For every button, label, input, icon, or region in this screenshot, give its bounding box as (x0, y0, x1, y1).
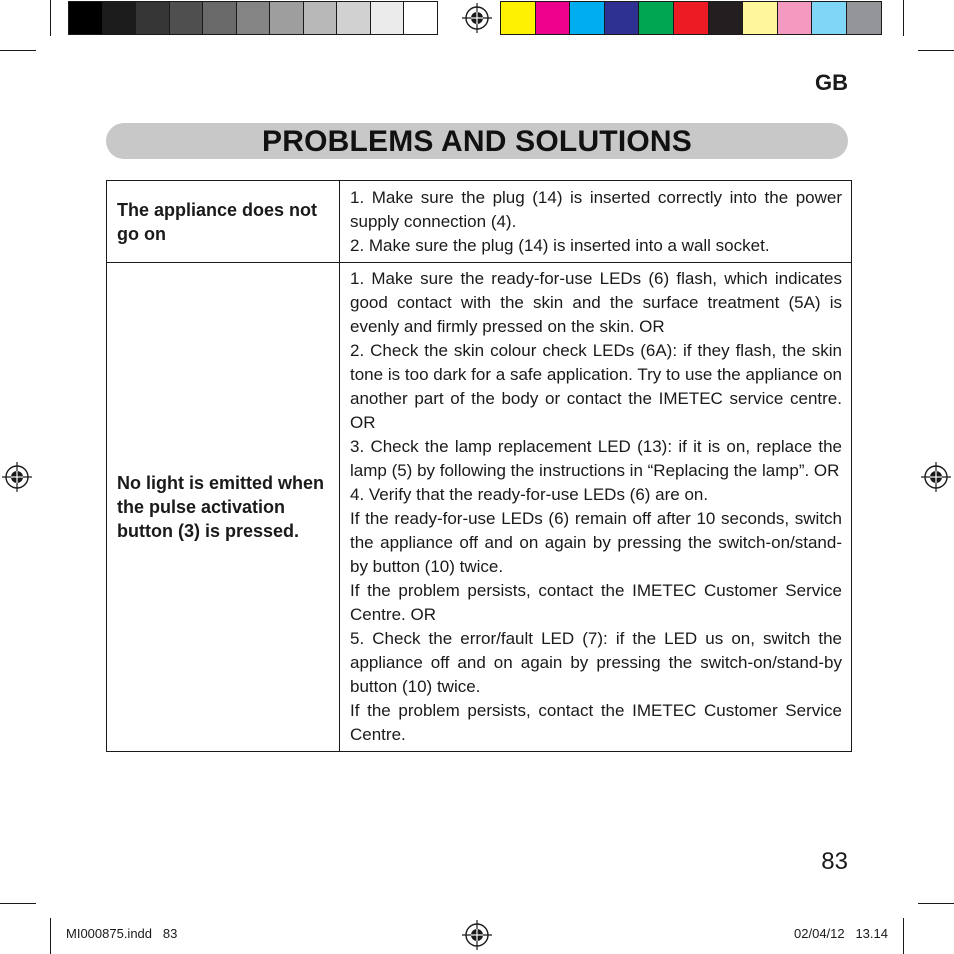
process-swatch (604, 1, 640, 35)
registration-target-icon (921, 462, 951, 492)
problem-cell: No light is emitted when the pulse activation button (3) is pressed. (107, 263, 340, 752)
process-swatch (811, 1, 847, 35)
crop-mark-top-left-v (50, 0, 51, 36)
grayscale-swatch (102, 1, 137, 35)
problems-solutions-table (106, 180, 852, 752)
page-title: PROBLEMS AND SOLUTIONS (262, 125, 692, 158)
registration-target-icon (2, 462, 32, 492)
grayscale-swatch (202, 1, 237, 35)
footer-file-name: MI000875.indd 83 (66, 926, 178, 941)
solution-cell (340, 181, 852, 263)
solution-line: If the problem persists, contact the IMETEC Customer Service Centre. OR (350, 581, 842, 624)
solution-line: 1. Make sure the ready-for-use LEDs (6) flash, which indicates good contact with the skin and the surface treatment (5A) is evenly and firmly pressed on the skin. OR (350, 269, 842, 336)
process-swatch (535, 1, 571, 35)
crop-mark-top-left-h (0, 50, 36, 51)
crop-mark-top-right-v (903, 0, 904, 36)
process-swatch (500, 1, 536, 35)
page-number: 83 (821, 848, 848, 875)
table-row (107, 263, 852, 752)
process-swatch (708, 1, 744, 35)
problem-cell: The appliance does not go on (107, 181, 340, 263)
registration-target-icon (462, 3, 492, 33)
grayscale-swatch (135, 1, 170, 35)
grayscale-swatch (370, 1, 405, 35)
solution-line: 2. Make sure the plug (14) is inserted into a wall socket. (350, 235, 770, 255)
solution-line: 1. Make sure the plug (14) is inserted correctly into the power supply connection (4). (350, 187, 842, 231)
title-bar (106, 123, 848, 159)
crop-mark-bottom-right-v (903, 918, 904, 954)
crop-mark-bottom-left-h (0, 903, 36, 904)
crop-mark-bottom-right-h (918, 903, 954, 904)
grayscale-swatch (169, 1, 204, 35)
grayscale-swatch (68, 1, 103, 35)
crop-mark-bottom-left-v (50, 918, 51, 954)
grayscale-swatch (269, 1, 304, 35)
grayscale-swatch (336, 1, 371, 35)
solution-line: 5. Check the error/fault LED (7): if the LED us on, switch the appliance off and on again by pressing the switch-on/stand-by button (10) twice. (350, 629, 842, 696)
registration-target-icon (462, 920, 492, 950)
solution-line: 4. Verify that the ready-for-use LEDs (6) are on. (350, 485, 709, 504)
footer-date-time: 02/04/12 13.14 (794, 926, 888, 941)
process-swatch (777, 1, 813, 35)
process-swatch (569, 1, 605, 35)
grayscale-swatch (403, 1, 438, 35)
solution-line: 2. Check the skin colour check LEDs (6A): if they flash, the skin tone is too dark for a safe application. Try to use the appliance on another part of the body or contact the IMETEC service centre. OR (350, 341, 842, 432)
solution-line: 3. Check the lamp replacement LED (13): if it is on, replace the lamp (5) by following the instructions in “Replacing the lamp”. OR (350, 437, 842, 480)
grayscale-swatch (236, 1, 271, 35)
language-code: GB (815, 70, 848, 95)
solution-line: If the problem persists, contact the IMETEC Customer Service Centre. (350, 701, 842, 744)
grayscale-swatch (303, 1, 338, 35)
solution-line: If the ready-for-use LEDs (6) remain off after 10 seconds, switch the appliance off and on again by pressing the switch-on/stand-by button (10) twice. (350, 509, 842, 576)
process-swatch (638, 1, 674, 35)
crop-mark-top-right-h (918, 50, 954, 51)
solution-cell (340, 263, 852, 752)
process-swatch (742, 1, 778, 35)
process-swatch (846, 1, 882, 35)
process-swatch (673, 1, 709, 35)
table-row (107, 181, 852, 263)
